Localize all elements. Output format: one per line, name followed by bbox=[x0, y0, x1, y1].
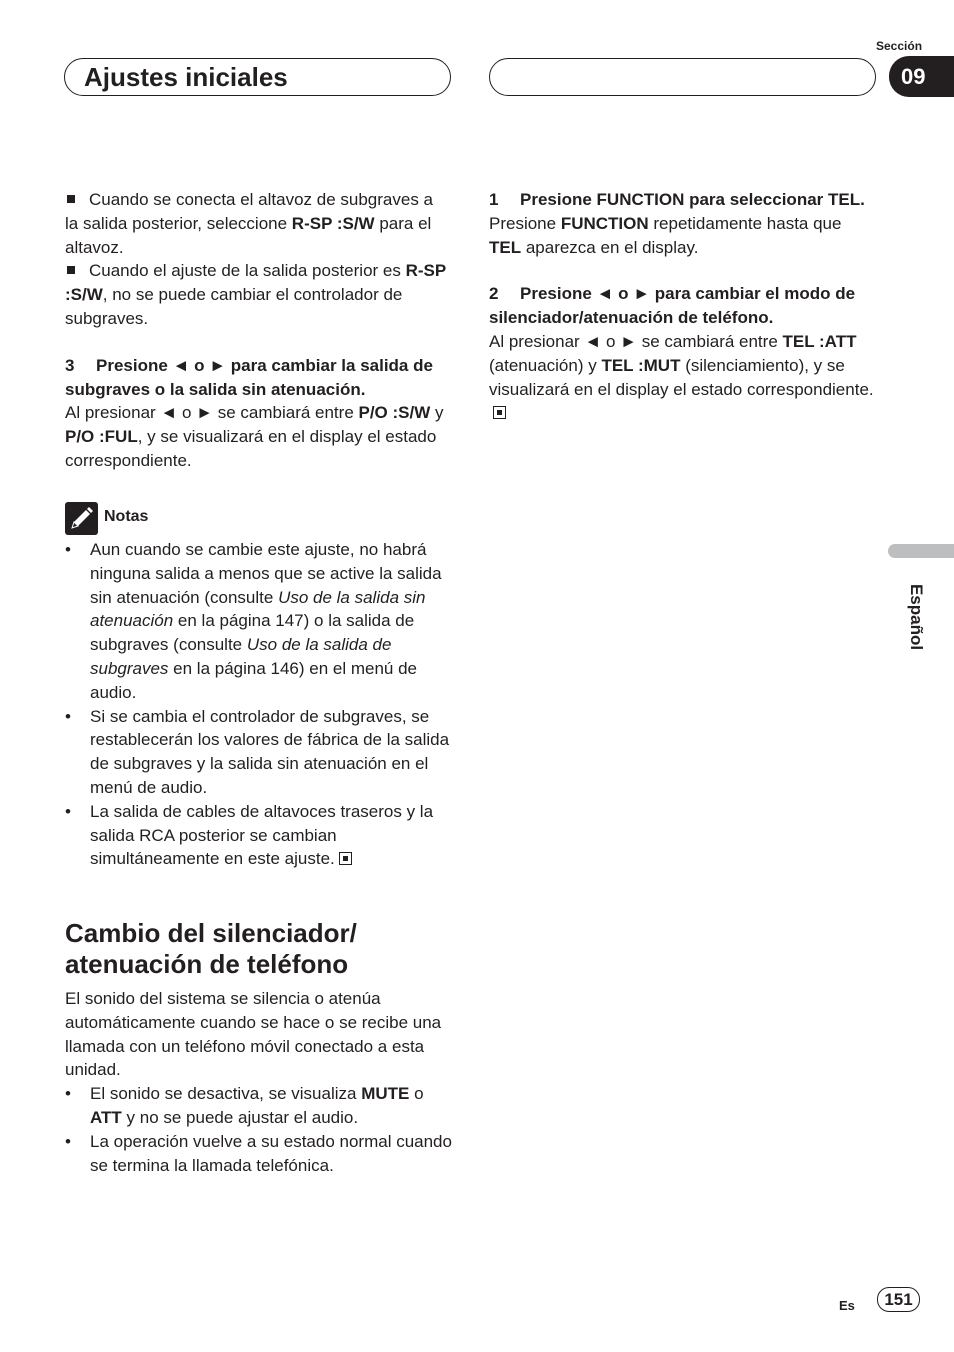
left-column-top bbox=[65, 188, 450, 473]
language-label: Español bbox=[907, 583, 926, 651]
section-heading-block bbox=[65, 918, 450, 980]
section-body bbox=[65, 987, 452, 1177]
step-2-body: Al presionar ◄ o ► se cambiará entre TEL :ATT (atenuación) y TEL :MUT (silenciamiento), y se visualizará en el display el estado correspondiente. bbox=[489, 330, 877, 425]
notes-pencil-icon bbox=[65, 502, 98, 535]
square-bullet-item: Cuando el ajuste de la salida posterior es R-SP :S/W, no se puede cambiar el controlador de subgraves. bbox=[65, 261, 446, 328]
page-title: Ajustes iniciales bbox=[84, 62, 288, 92]
step-1-body: Presione FUNCTION repetidamente hasta que TEL aparezca en el display. bbox=[489, 213, 842, 257]
step-3-body: Al presionar ◄ o ► se cambiará entre P/O :S/W y P/O :FUL, y se visualizará en el display el estado correspondiente. bbox=[65, 403, 444, 470]
step-1-title: 1 Presione FUNCTION para seleccionar TEL. bbox=[489, 190, 865, 209]
right-column bbox=[489, 188, 877, 425]
end-of-section-icon bbox=[493, 406, 506, 419]
section-heading: Cambio del silenciador/ atenuación de teléfono bbox=[65, 918, 357, 979]
square-bullet-icon bbox=[67, 266, 75, 274]
end-of-section-icon bbox=[339, 852, 352, 865]
list-item: • Aun cuando se cambie este ajuste, no habrá ninguna salida a menos que se active la salida sin atenuación (consulte Uso de la salida sin atenuación en la página 147) o la salida de subgraves (consulte Uso de la salida de subgraves en la página 146) en el menú de audio. bbox=[65, 538, 450, 705]
section-number-badge: 09 bbox=[889, 56, 954, 97]
list-item: • La salida de cables de altavoces traseros y la salida RCA posterior se cambian simultáneamente en este ajuste. bbox=[65, 800, 450, 871]
notes-label: Notas bbox=[104, 508, 149, 525]
page-number: 151 bbox=[877, 1287, 920, 1312]
step-2-title: 2 Presione ◄ o ► para cambiar el modo de silenciador/atenuación de teléfono. bbox=[489, 284, 856, 328]
section-label: Sección bbox=[876, 39, 923, 53]
step-3-title: 3 Presione ◄ o ► para cambiar la salida de subgraves o la salida sin atenuación. bbox=[65, 355, 433, 399]
list-item: • La operación vuelve a su estado normal cuando se termina la llamada telefónica. bbox=[65, 1130, 452, 1178]
footer-language-code: Es bbox=[839, 1298, 855, 1313]
notes-list bbox=[65, 538, 450, 871]
language-tab-marker bbox=[888, 544, 954, 558]
intro-paragraph: El sonido del sistema se silencia o atenúa automáticamente cuando se hace o se recibe una llamada con un teléfono móvil conectado a esta unidad. bbox=[65, 989, 442, 1080]
square-bullet-icon bbox=[67, 195, 75, 203]
header-empty-box bbox=[489, 58, 876, 96]
list-item: • Si se cambia el controlador de subgraves, se restablecerán los valores de fábrica de la salida de subgraves y la salida sin atenuación en el menú de audio. bbox=[65, 705, 450, 800]
square-bullet-item: Cuando se conecta el altavoz de subgraves a la salida posterior, seleccione R-SP :S/W para el altavoz. bbox=[65, 190, 434, 257]
list-item: • El sonido se desactiva, se visualiza MUTE o ATT y no se puede ajustar el audio. bbox=[65, 1082, 452, 1130]
